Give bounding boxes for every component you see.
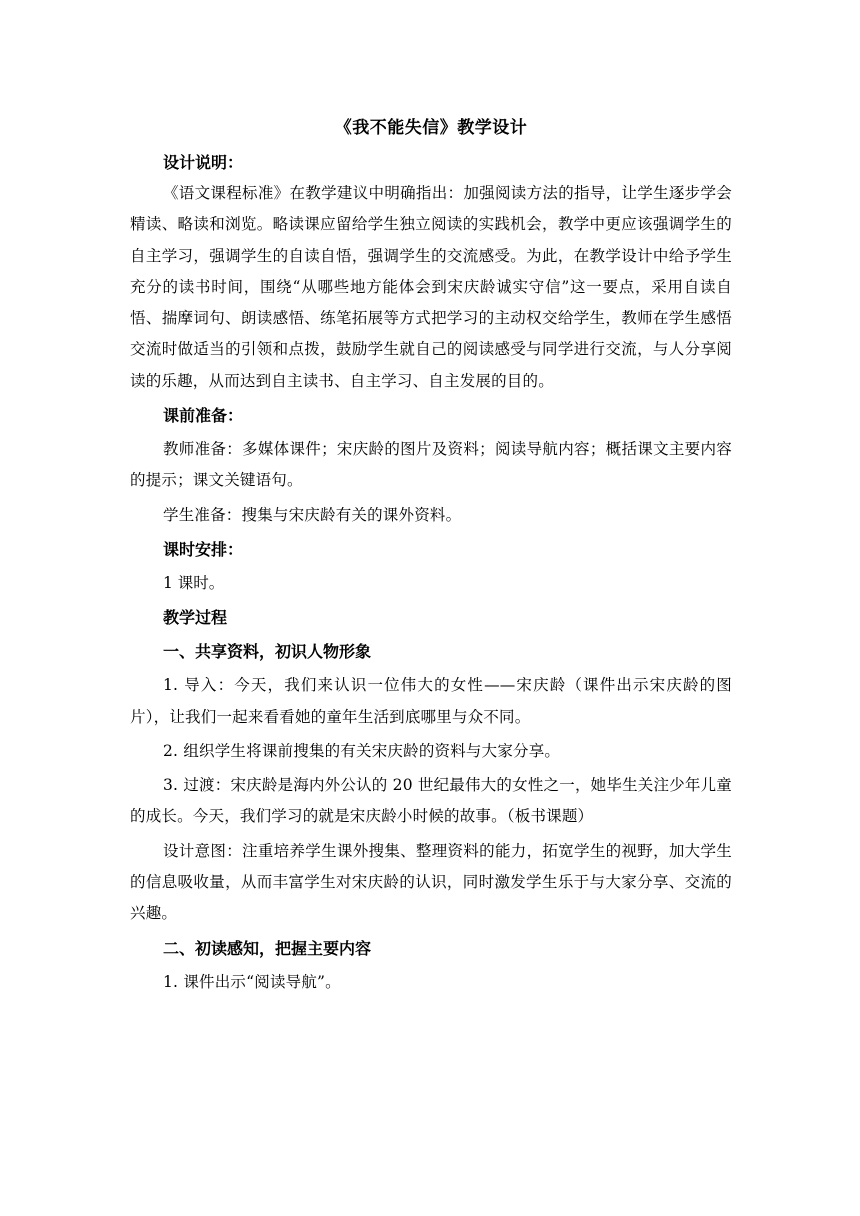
part1-item3: 3. 过渡：宋庆龄是海内外公认的 20 世纪最伟大的女性之一，她毕生关注少年儿童的成长。今天，我们学习的就是宋庆龄小时候的故事。（板书课题） xyxy=(130,776,732,826)
process-heading: 教学过程 xyxy=(163,608,228,628)
design-note-heading: 设计说明： xyxy=(163,153,244,172)
document-title: 《我不能失信》教学设计 xyxy=(334,118,528,138)
part1-item2: 2. 组织学生将课前搜集的有关宋庆龄的资料与大家分享。 xyxy=(163,741,561,760)
part2-heading: 二、初读感知，把握主要内容 xyxy=(163,938,372,958)
part1-design-intent: 设计意图：注重培养学生课外搜集、整理资料的能力，拓宽学生的视野，加大学生的信息吸收量，从而丰富学生对宋庆龄的认识，同时激发学生乐于与大家分享、交流的兴趣。 xyxy=(130,841,732,923)
part2-item1: 1. 课件出示“阅读导航”。 xyxy=(163,972,341,991)
document-body xyxy=(130,112,732,998)
prep-heading: 课前准备： xyxy=(163,406,244,426)
student-prep-paragraph: 学生准备：搜集与宋庆龄有关的课外资料。 xyxy=(163,505,462,524)
schedule-heading: 课时安排： xyxy=(163,539,244,559)
schedule-paragraph: 1 课时。 xyxy=(163,573,225,592)
teacher-prep-paragraph: 教师准备：多媒体课件；宋庆龄的图片及资料；阅读导航内容；概括课文主要内容的提示；课文关键语句。 xyxy=(130,440,732,490)
part1-item1: 1. 导入：今天，我们来认识一位伟大的女性——宋庆龄（课件出示宋庆龄的图片），让我们一起来看看她的童年生活到底哪里与众不同。 xyxy=(130,676,732,726)
design-note-paragraph: 《语文课程标准》在教学建议中明确指出：加强阅读方法的指导，让学生逐步学会精读、略读和浏览。略读课应留给学生独立阅读的实践机会，教学中更应该强调学生的自主学习，强调学生的自读自悟，强调学生的交流感受。为此，在教学设计中给予学生充分的读书时间，围绕“从哪些地方能体会到宋庆龄诚实守信”这一要点，采用自读自悟、揣摩词句、朗读感悟、练笔拓展等方式把学习的主动权交给学生，教师在学生感悟交流时做适当的引领和点拨，鼓励学生就自己的阅读感受与同学进行交流，与人分享阅读的乐趣，从而达到自主读书、自主学习、自主发展的目的。 xyxy=(130,184,732,390)
part1-heading: 一、共享资料，初识人物形象 xyxy=(163,642,372,662)
